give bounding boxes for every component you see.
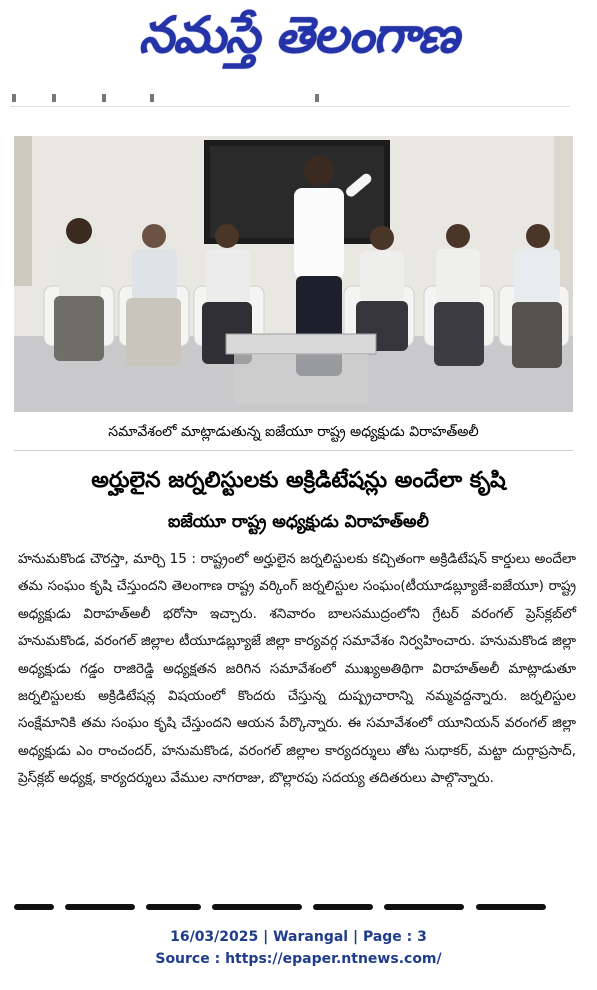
edition-info: 16/03/2025 | Warangal | Page : 3: [170, 929, 427, 945]
meeting-photo-illustration: [14, 136, 573, 412]
photo-caption-row: [14, 414, 573, 451]
strip-mark: [12, 94, 16, 102]
photo-caption: సమావేశంలో మాట్లాడుతున్న ఐజేయూ రాష్ట్ర అధ్యక్షుడు విరాహత్‌అలీ: [108, 424, 479, 440]
text-fragment: [65, 904, 135, 910]
strip-mark: [315, 94, 319, 102]
strip-mark: [52, 94, 56, 102]
strip-mark: [150, 94, 154, 102]
article-subheadline: ఐజేయూ రాష్ట్ర అధ్యక్షుడు విరాహత్‌అలీ: [168, 512, 429, 532]
strip-mark: [102, 94, 106, 102]
masthead-divider: [10, 92, 570, 107]
text-fragment: [14, 904, 54, 910]
source-url[interactable]: Source : https://epaper.ntnews.com/: [155, 951, 442, 967]
text-fragment: [384, 904, 464, 910]
source-footer: [0, 926, 597, 970]
masthead: [0, 0, 597, 80]
article-headline: అర్హులైన జర్నలిస్టులకు అక్రిడిటేషన్లు అందేలా కృషి: [91, 468, 506, 493]
text-fragment: [212, 904, 302, 910]
text-fragment: [146, 904, 201, 910]
text-fragment: [476, 904, 546, 910]
news-photo: [14, 136, 573, 412]
article-body: హనుమకొండ చౌరస్తా, మార్చి 15 : రాష్ట్రంలో అర్హులైన జర్నలిస్టులకు కచ్చితంగా అక్రిడిటేషన్ కార్డులు అందేలా తమ సంఘం కృషి చేస్తుందని తెలంగాణ రాష్ట్ర వర్కింగ్ జర్నలిస్టుల సంఘం(టీయూడబ్ల్యూజే-ఐజేయూ) రాష్ట్ర అధ్యక్షుడు విరాహత్‌అలీ భరోసా ఇచ్చారు. శనివారం బాలసముద్రంలోని గ్రేటర్ వరంగల్ ప్రెస్‌క్లబ్‌లో హనుమకొండ, వరంగల్ జిల్లాల టీయూడబ్ల్యూజే జిల్లా కార్యవర్గ సమావేశం నిర్వహించారు. హనుమకొండ జిల్లా అధ్యక్షుడు గడ్డం రాజిరెడ్డి అధ్యక్షతన జరిగిన సమావేశంలో ముఖ్యఅతిథిగా విరాహత్‌అలీ మాట్లాడుతూ జర్నలిస్టులకు అక్రిడిటేషన్ల విషయంలో కొందరు చేస్తున్న దుష్ప్రచారాన్ని నమ్మవద్దన్నారు. జర్నలిస్టుల సంక్షేమానికి తమ సంఘం కృషి చేస్తుందని ఆయన పేర్కొన్నారు. ఈ సమావేశంలో యూనియన్ వరంగల్ జిల్లా అధ్యక్షుడు ఎం రాంచందర్, హనుమకొండ, వరంగల్ జిల్లాల కార్యదర్శులు తోట సుధాకర్, మట్టా దుర్గాప్రసాద్, ప్రెస్‌క్లబ్ అధ్యక్ష, కార్యదర్శులు వేముల నాగరాజు, బొల్లారపు సదయ్య తదితరులు పాల్గొన్నారు.: [18, 551, 576, 787]
text-fragment: [313, 904, 373, 910]
newspaper-logo: నమస్తే తెలంగాణ: [138, 6, 459, 64]
clipped-next-article: [14, 900, 574, 914]
